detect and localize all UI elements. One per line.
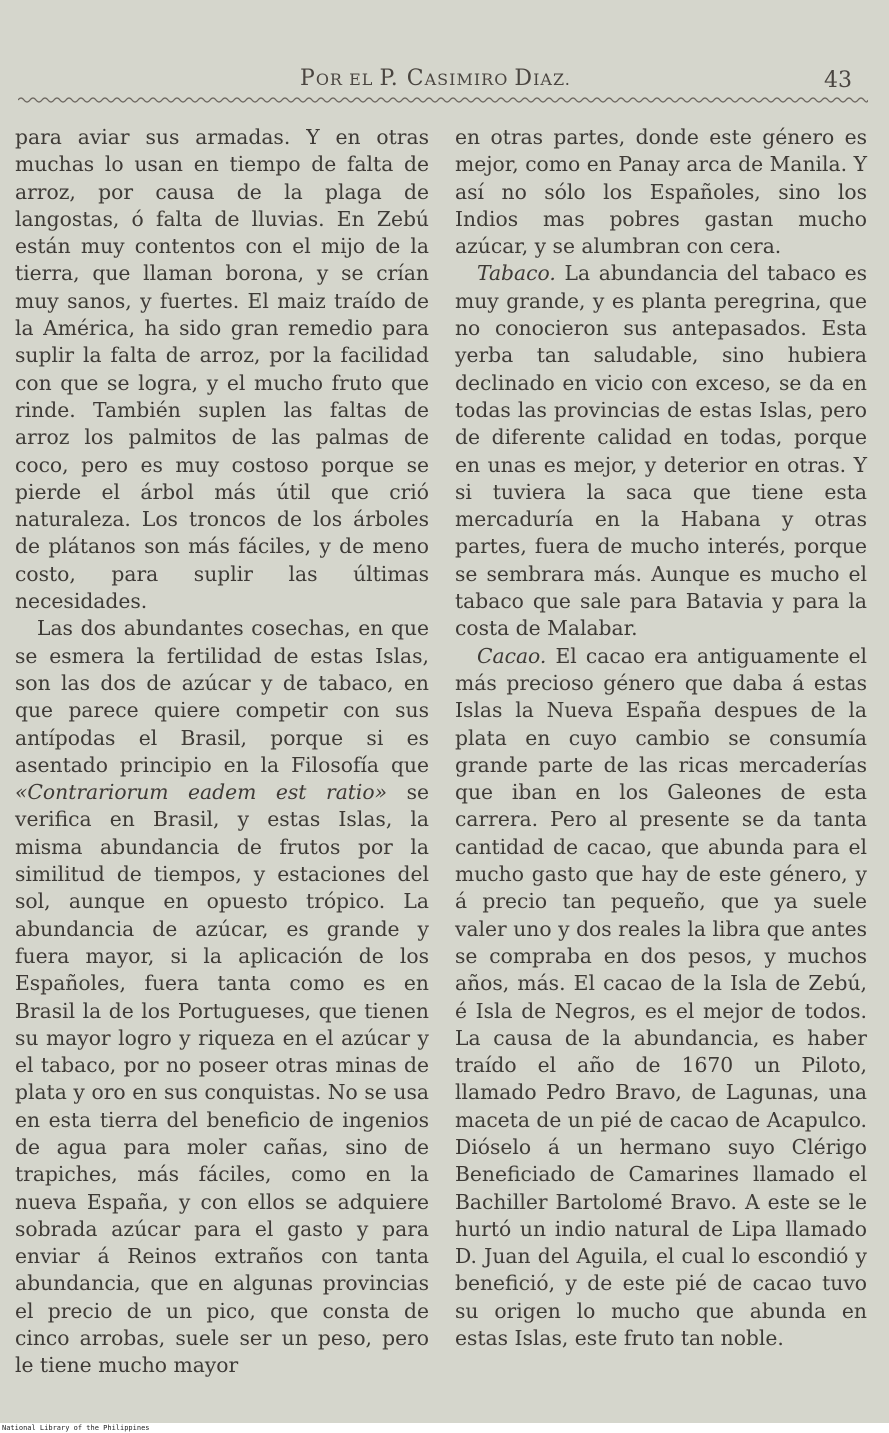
paragraph-text: El cacao era antiguamente el más precioso género que daba á estas Islas la Nueva España despues de la plata en cuyo cambio se consumía grande parte de las ricas mercaderías que iban en los Galeones de esta carrera. Pero al presente se da tanta cantidad de cacao, que abunda para el mucho gasto que hay de este género, y á precio tan pequeño, que ya suele valer uno y dos reales la libra que antes se compraba en dos pesos, y muchos años, más. El cacao de la Isla de Zebú, é Isla de Negros, es el mejor de todos. La causa de la abundancia, es haber traído el año de 1670 un Piloto, llamado Pedro Bravo, de Lagunas, una maceta de un pié de cacao de Acapulco. Dióselo á un hermano suyo Clérigo Beneficiado de Camarines llamado el Bachiller Bartolomé Bravo. A este se le hurtó un indio natural de Lipa llamado D. Juan del Aguila, el cual lo escondió y benefició, y de este pié de cacao tuvo su origen lo mucho que abunda en estas Islas, este fruto tan noble. bbox=[455, 643, 868, 1351]
right-paragraph-cacao bbox=[455, 643, 867, 1353]
running-head-title bbox=[300, 66, 571, 91]
left-text-column bbox=[15, 124, 429, 1380]
library-credit: National Library of the Philippines bbox=[2, 1424, 150, 1432]
paragraph-text: se verifica en Brasil, y estas Islas, la misma abundancia de frutos por la similitud de tiempos, y estaciones del sol, aunque en opuesto trópico. La abundancia de azúcar, es grande y fuera mayor, si la aplicación de los Españoles, fuera tanta como es en Brasil la de los Portugueses, que tienen su mayor logro y riqueza en el azúcar y el tabaco, por no poseer otras minas de plata y oro en sus conquistas. No se usa en esta tierra del beneficio de ingenios de agua para moler cañas, sino de trapiches, más fáciles, como en la nueva España, y con ellos se adquiere sobrada azúcar para el gasto y para enviar á Reinos extraños con tanta abundancia, que en algunas provincias el precio de un pico, que consta de cinco arrobas, suele ser un peso, pero le tiene mucho mayor bbox=[15, 780, 429, 1378]
right-paragraph-1: en otras partes, donde este género es mejor, como en Panay arca de Manila. Y así no sólo los Españoles, sino los Indios mas pobres gastan mucho azúcar, y se alumbran con cera. bbox=[455, 125, 867, 259]
paragraph-text: Las dos abundantes cosechas, en que se esmera la fertilidad de estas Islas, son las dos de azúcar y de tabaco, en que parece quiere competir con sus antípodas el Brasil, porque si es asentado principio en la Filosofía que bbox=[15, 616, 429, 777]
title-initial-p: P bbox=[300, 66, 316, 91]
title-part: OR EL bbox=[315, 70, 380, 89]
page-number: 43 bbox=[824, 68, 852, 93]
decorative-wavy-rule bbox=[18, 96, 868, 104]
title-part: ASIMIRO bbox=[424, 70, 515, 89]
title-initial-c: P. C bbox=[379, 66, 425, 91]
running-head bbox=[0, 62, 889, 96]
left-paragraph-2 bbox=[15, 615, 429, 1379]
latin-quote: «Contrariorum eadem est ratio» bbox=[15, 780, 388, 805]
left-paragraph-1: para aviar sus armadas. Y en otras muchas lo usan en tiempo de falta de arroz, por causa de la plaga de langostas, ó falta de lluvias. En Zebú están muy contentos con el mijo de la tierra, que llaman borona, y se crían muy sanos, y fuertes. El maiz traído de la América, ha sido gran remedio para suplir la falta de arroz, por la facilidad con que se logra, y el mucho fruto que rinde. También suplen las faltas de arroz los palmitos de las palmas de coco, pero es muy costoso porque se pierde el árbol más útil que crió naturaleza. Los troncos de los árboles de plátanos son más fáciles, y de meno costo, para suplir las últimas necesidades. bbox=[15, 125, 429, 614]
right-paragraph-tabaco bbox=[455, 260, 867, 642]
section-lead-tabaco: Tabaco. bbox=[477, 261, 556, 286]
title-part: IAZ. bbox=[533, 70, 571, 89]
title-initial-d: D bbox=[514, 66, 534, 91]
section-lead-cacao: Cacao. bbox=[477, 643, 547, 668]
paragraph-text: La abundancia del tabaco es muy grande, y es planta peregrina, que no conocieron sus antepasados. Esta yerba tan saludable, sino hubiera declinado en vicio con exceso, se da en todas las provincias de estas Islas, pero de diferente calidad en todas, porque en unas es mejor, y deterior en otras. Y si tuviera la saca que tiene esta mercaduría en la Habana y otras partes, fuera de mucho interés, porque se sembrara más. Aunque es mucho el tabaco que sale para Batavia y para la costa de Malabar. bbox=[455, 261, 867, 641]
right-text-column bbox=[455, 124, 867, 1352]
